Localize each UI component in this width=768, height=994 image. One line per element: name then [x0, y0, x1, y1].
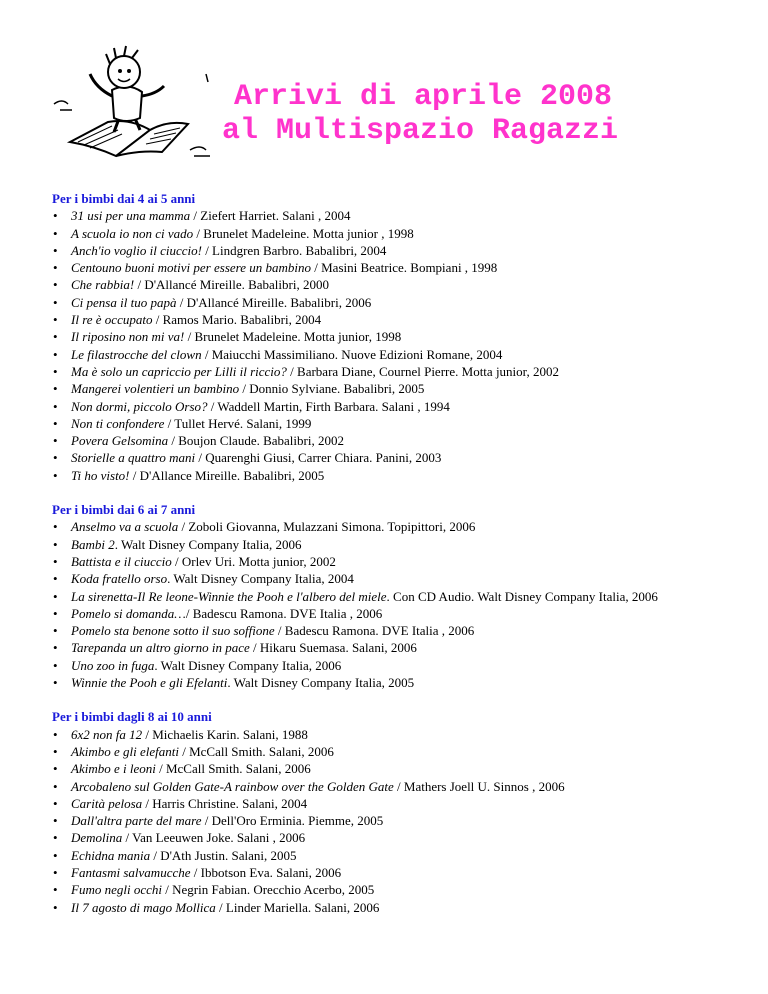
book-details: / Masini Beatrice. Bompiani , 1998: [311, 260, 498, 276]
book-title: Non dormi, piccolo Orso?: [71, 398, 208, 414]
book-list-items: [52, 518, 732, 691]
book-entry: [52, 760, 732, 777]
book-entry: [52, 899, 732, 916]
book-details: . Con CD Audio. Walt Disney Company Italia, 2006: [386, 588, 658, 604]
book-details: / Badescu Ramona. DVE Italia , 2006: [274, 623, 475, 639]
book-title: Winnie the Pooh e gli Efelanti: [71, 675, 228, 691]
page-header: [0, 0, 768, 180]
book-entry: [52, 829, 732, 846]
book-entry: [52, 553, 732, 570]
child-on-book-icon: [50, 38, 220, 168]
book-title: A scuola io non ci vado: [71, 225, 194, 241]
section-heading: Per i bimbi dagli 8 ai 10 anni: [52, 709, 212, 725]
book-entry: [52, 536, 732, 553]
book-details: / McCall Smith. Salani, 2006: [155, 761, 311, 777]
book-title: Carità pelosa: [71, 795, 143, 811]
book-title: Ma è solo un capriccio per Lilli il riccio?: [71, 363, 287, 379]
book-details: / Brunelet Madeleine. Motta junior, 1998: [184, 329, 402, 345]
book-details: / Donnio Sylviane. Babalibri, 2005: [239, 381, 425, 397]
book-entry: [52, 605, 732, 622]
book-entry: [52, 588, 732, 605]
book-entry: [52, 311, 732, 328]
book-title: Battista e il ciuccio: [71, 553, 172, 569]
book-details: / Lindgren Barbro. Babalibri, 2004: [201, 242, 387, 258]
book-details: / Negrin Fabian. Orecchio Acerbo, 2005: [161, 882, 375, 898]
book-entry: [52, 380, 732, 397]
book-details: / D'Allancé Mireille. Babalibri, 2000: [134, 277, 329, 293]
book-details: / Quarenghi Giusi, Carrer Chiara. Panini, 2003: [195, 450, 442, 466]
book-title: Povera Gelsomina: [71, 433, 169, 449]
book-title: Pomelo sta benone sotto il suo soffione: [71, 623, 275, 639]
book-details: / Zoboli Giovanna, Mulazzani Simona. Topipittori, 2006: [178, 519, 476, 535]
book-title: Anch'io voglio il ciuccio!: [71, 242, 202, 258]
book-title: Che rabbia!: [71, 277, 135, 293]
book-details: . Walt Disney Company Italia, 2006: [154, 657, 342, 673]
book-entry: [52, 207, 732, 224]
book-title: La sirenetta-Il Re leone-Winnie the Pooh e l'albero del miele: [71, 588, 387, 604]
book-details: / Boujon Claude. Babalibri, 2002: [168, 433, 344, 449]
book-title: Non ti confondere: [71, 415, 165, 431]
book-entry: [52, 415, 732, 432]
book-entry: [52, 726, 732, 743]
book-entry: [52, 639, 732, 656]
book-title: Le filastrocche del clown: [71, 346, 202, 362]
book-details: / D'Allancé Mireille. Babalibri, 2006: [176, 294, 372, 310]
book-details: / Ibbotson Eva. Salani, 2006: [190, 864, 342, 880]
book-entry: [52, 657, 732, 674]
book-title: Dall'altra parte del mare: [71, 813, 202, 829]
book-title: Bambi 2: [71, 536, 115, 552]
book-title: Il riposino non mi va!: [71, 329, 185, 345]
book-title: Arcobaleno sul Golden Gate-A rainbow over the Golden Gate: [71, 778, 394, 794]
book-details: / Mathers Joell U. Sinnos , 2006: [393, 778, 565, 794]
book-entry: [52, 398, 732, 415]
book-details: / Linder Mariella. Salani, 2006: [215, 899, 380, 915]
section-heading: Per i bimbi dai 6 ai 7 anni: [52, 502, 196, 518]
book-details: / Maiucchi Massimiliano. Nuove Edizioni Romane, 2004: [201, 346, 503, 362]
book-entry: [52, 259, 732, 276]
book-title: Koda fratello orso: [71, 571, 168, 587]
book-details: / Harris Christine. Salani, 2004: [142, 795, 308, 811]
book-entry: [52, 570, 732, 587]
book-list-items: [52, 726, 732, 916]
book-title: Fumo negli occhi: [71, 882, 162, 898]
book-details: / Tullet Hervé. Salani, 1999: [164, 415, 312, 431]
book-details: / Michaelis Karin. Salani, 1988: [142, 726, 308, 742]
book-title: Demolina: [71, 830, 123, 846]
book-title: Centouno buoni motivi per essere un bambino: [71, 260, 311, 276]
book-entry: [52, 467, 732, 484]
book-entry: [52, 812, 732, 829]
book-entry: [52, 432, 732, 449]
book-details: / Hikaru Suemasa. Salani, 2006: [249, 640, 417, 656]
book-title: Ti ho visto!: [71, 467, 130, 483]
book-details: / Ziefert Harriet. Salani , 2004: [190, 208, 351, 224]
book-title: Il 7 agosto di mago Mollica: [71, 899, 216, 915]
book-title: Il re è occupato: [71, 312, 153, 328]
book-title: Uno zoo in fuga: [71, 657, 155, 673]
book-details: / Waddell Martin, Firth Barbara. Salani , 1994: [207, 398, 450, 414]
book-list-items: [52, 207, 732, 484]
section-heading: Per i bimbi dai 4 ai 5 anni: [52, 191, 196, 206]
book-title: Akimbo e i leoni: [71, 761, 156, 777]
book-details: / Barbara Diane, Cournel Pierre. Motta junior, 2002: [286, 363, 559, 379]
book-entry: [52, 881, 732, 898]
book-entry: [52, 363, 732, 380]
book-entry: [52, 518, 732, 535]
book-details: / Van Leeuwen Joke. Salani , 2006: [122, 830, 306, 846]
book-details: / Ramos Mario. Babalibri, 2004: [152, 312, 322, 328]
book-title: Storielle a quattro mani: [71, 450, 196, 466]
book-title: 31 usi per una mamma: [71, 208, 191, 224]
book-details: / Badescu Ramona. DVE Italia , 2006: [185, 605, 383, 621]
book-entry: [52, 778, 732, 795]
book-entry: [52, 449, 732, 466]
book-entry: [52, 864, 732, 881]
book-title: Anselmo va a scuola: [71, 519, 179, 535]
book-title: Fantasmi salvamucche: [71, 864, 191, 880]
book-title: Ci pensa il tuo papà: [71, 294, 177, 310]
age-section: [52, 501, 732, 691]
book-entry: [52, 242, 732, 259]
book-entry: [52, 225, 732, 242]
book-details: / Orlev Uri. Motta junior, 2002: [171, 553, 336, 569]
book-entry: [52, 674, 732, 691]
book-title: 6x2 non fa 12: [71, 726, 143, 742]
age-section: [52, 708, 732, 916]
book-entry: [52, 795, 732, 812]
book-title: Pomelo si domanda…: [71, 605, 186, 621]
book-details: . Walt Disney Company Italia, 2004: [167, 571, 354, 587]
book-title: Echidna mania: [71, 847, 151, 863]
book-details: . Walt Disney Company Italia, 2006: [114, 536, 302, 552]
book-details: / Dell'Oro Erminia. Piemme, 2005: [201, 813, 384, 829]
book-entry: [52, 328, 732, 345]
book-entry: [52, 346, 732, 363]
title-line-2: al Multispazio Ragazzi: [222, 114, 619, 148]
page-title: [222, 80, 618, 148]
book-details: / Brunelet Madeleine. Motta junior , 1998: [193, 225, 414, 241]
age-section: [52, 190, 732, 484]
book-details: / D'Allance Mireille. Babalibri, 2005: [129, 467, 325, 483]
book-entry: [52, 622, 732, 639]
book-details: . Walt Disney Company Italia, 2005: [227, 675, 415, 691]
book-entry: [52, 276, 732, 293]
book-list: [52, 190, 732, 933]
book-entry: [52, 847, 732, 864]
book-title: Akimbo e gli elefanti: [71, 743, 179, 759]
book-title: Tarepanda un altro giorno in pace: [71, 640, 250, 656]
book-entry: [52, 743, 732, 760]
book-entry: [52, 294, 732, 311]
title-line-1: Arrivi di aprile 2008: [234, 80, 613, 114]
book-details: / McCall Smith. Salani, 2006: [178, 743, 334, 759]
book-details: / D'Ath Justin. Salani, 2005: [150, 847, 297, 863]
book-title: Mangerei volentieri un bambino: [71, 381, 240, 397]
